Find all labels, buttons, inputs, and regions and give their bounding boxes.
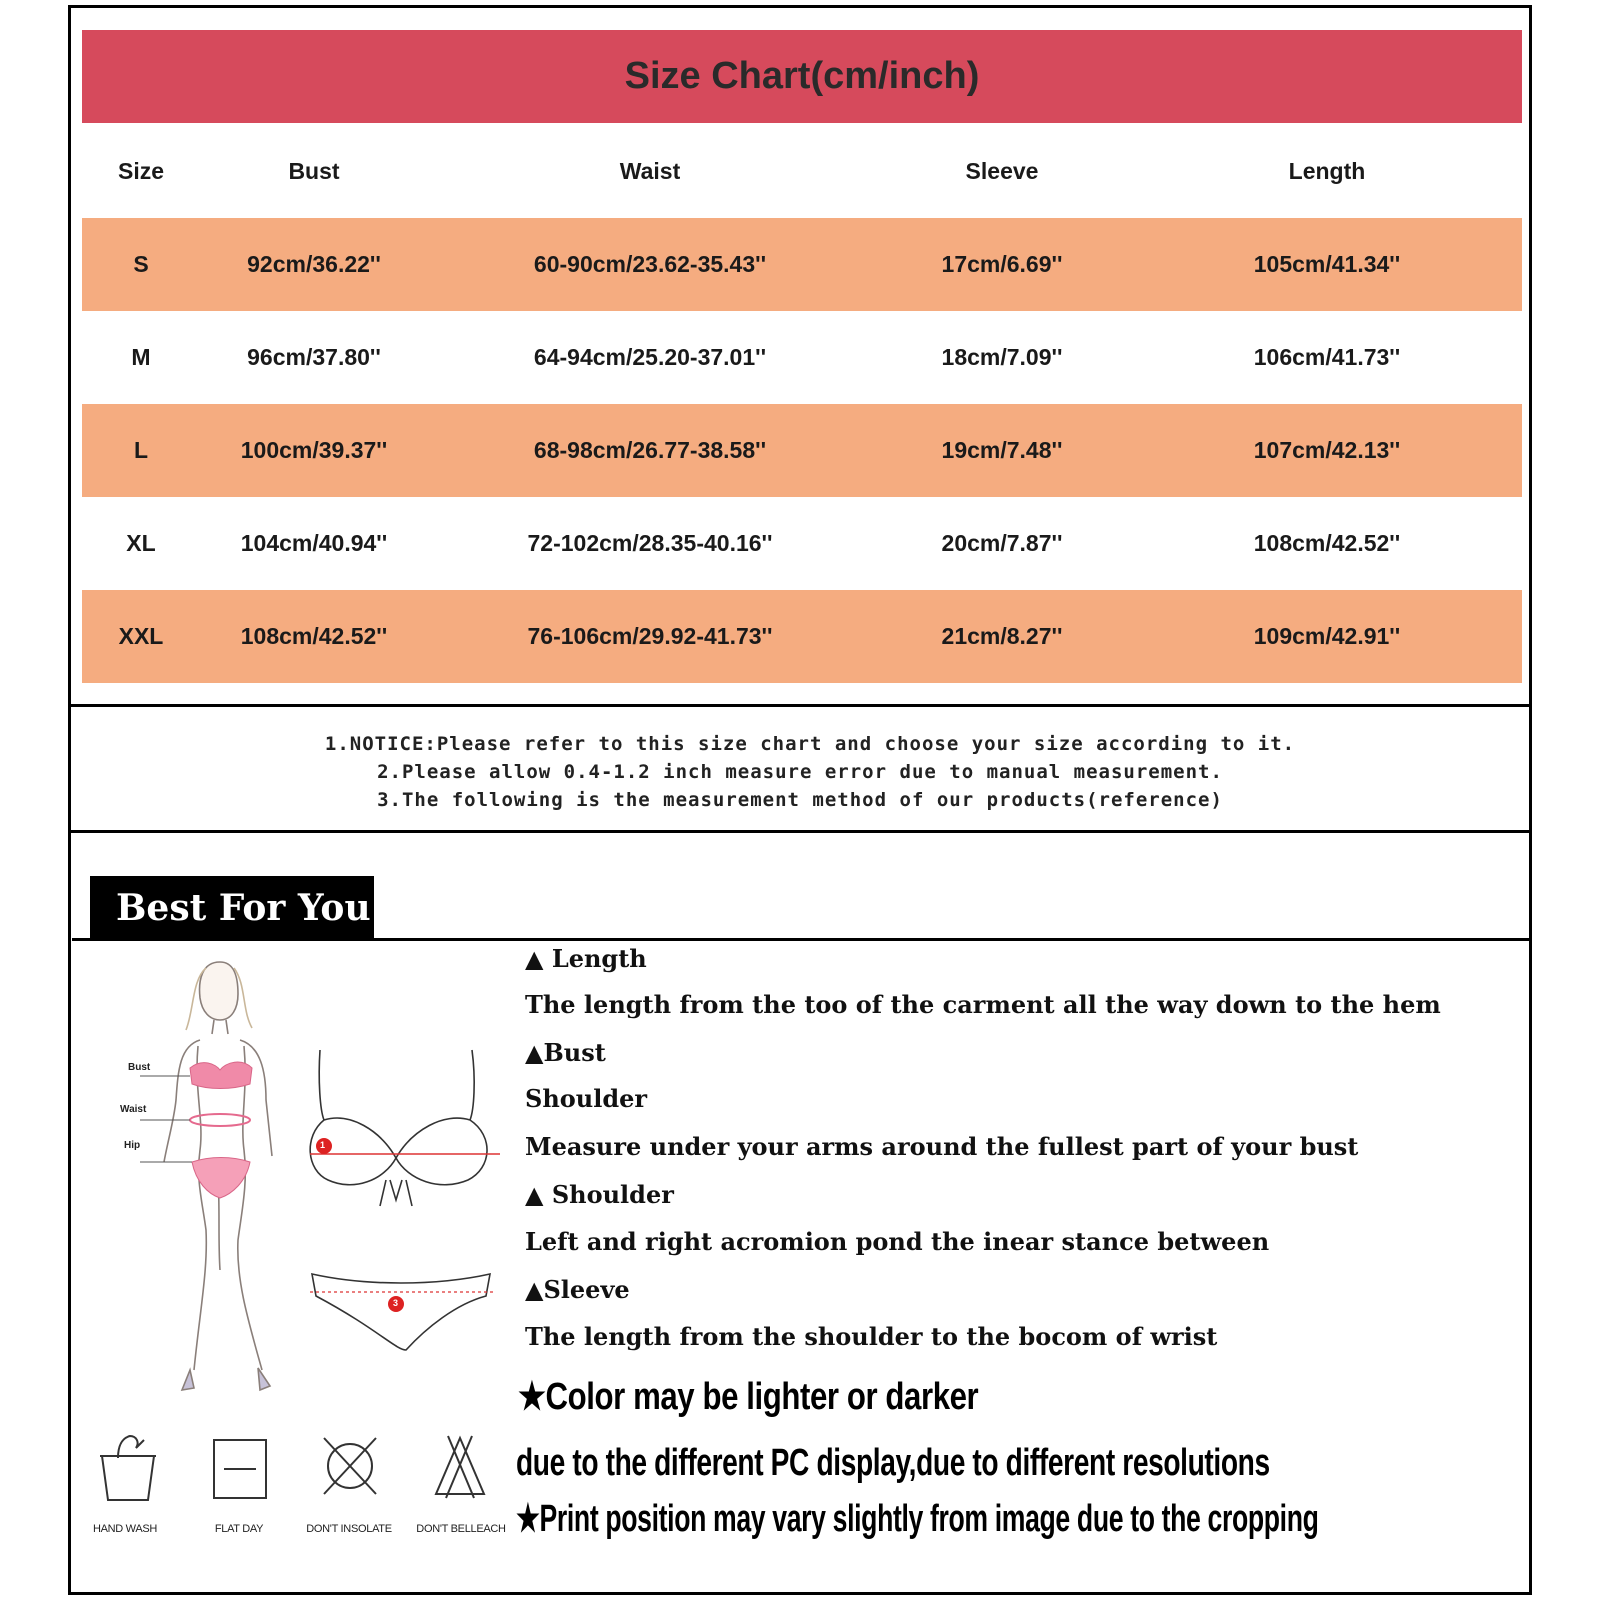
table-cell: 17cm/6.69'' <box>941 251 1063 277</box>
spec-length-text: The length from the too of the carment all the way down to the hem <box>525 990 1441 1019</box>
header-cell: Waist <box>619 158 681 184</box>
size-table <box>82 125 1522 683</box>
table-row <box>82 311 1522 404</box>
table-cell: 60-90cm/23.62-35.43'' <box>533 251 767 277</box>
table-cell: 92cm/36.22'' <box>247 251 381 277</box>
table-cell: 72-102cm/28.35-40.16'' <box>527 530 773 556</box>
table-cell: L <box>133 437 149 463</box>
table-row <box>82 590 1522 683</box>
hip-label: Hip <box>124 1140 141 1151</box>
best-for-you-tab <box>90 876 374 940</box>
note-display: due to the different PC display,due to different resolutions <box>516 1442 1270 1484</box>
table-cell: M <box>131 344 151 370</box>
spec-bust-heading: ▲Bust <box>525 1038 606 1067</box>
table-cell: 20cm/7.87'' <box>941 530 1063 556</box>
note-print: ★Print position may vary slightly from image due to the cropping <box>516 1498 1319 1540</box>
table-cell: XXL <box>118 623 164 649</box>
header-cell: Bust <box>288 158 340 184</box>
waist-label: Waist <box>120 1104 147 1115</box>
spec-sleeve-heading: ▲Sleeve <box>525 1275 630 1304</box>
marker-3: 3 <box>393 1298 399 1308</box>
spec-shoulder-heading: ▲ Shoulder <box>525 1180 674 1209</box>
header-cell: Size <box>117 158 165 184</box>
table-cell: 108cm/42.52'' <box>240 623 388 649</box>
table-cell: 100cm/39.37'' <box>240 437 388 463</box>
bust-label: Bust <box>128 1062 151 1073</box>
spec-length-heading: ▲ Length <box>525 944 647 973</box>
care-label-flat-dry: FLAT DAY <box>214 1523 264 1535</box>
title-bar <box>82 30 1522 123</box>
table-cell: 19cm/7.48'' <box>941 437 1063 463</box>
table-cell: 68-98cm/26.77-38.58'' <box>533 437 767 463</box>
spec-bust-text: Measure under your arms around the fullest part of your bust <box>525 1132 1359 1161</box>
table-cell: 107cm/42.13'' <box>1253 437 1401 463</box>
care-label-hand-wash: HAND WASH <box>92 1523 158 1535</box>
notice-block <box>68 730 1532 814</box>
header-cell: Length <box>1288 158 1366 184</box>
divider <box>68 704 1532 707</box>
header-cell: Sleeve <box>965 158 1039 184</box>
table-row <box>82 497 1522 590</box>
bra-diagram-icon <box>300 1040 510 1220</box>
table-cell: 106cm/41.73'' <box>1253 344 1401 370</box>
do-not-bleach-icon <box>430 1432 490 1502</box>
notice-line: 1.NOTICE:Please refer to this size chart and choose your size according to it. <box>324 733 1296 755</box>
table-cell: 96cm/37.80'' <box>247 344 381 370</box>
spec-bust-sub: Shoulder <box>525 1084 648 1113</box>
table-cell: 104cm/40.94'' <box>240 530 388 556</box>
table-cell: 109cm/42.91'' <box>1253 623 1401 649</box>
divider <box>68 830 1532 833</box>
table-cell: XL <box>126 530 156 556</box>
do-not-tumble-dry-icon <box>318 1432 382 1500</box>
spec-shoulder-text: Left and right acromion pond the inear stance between <box>525 1227 1270 1256</box>
section-rule <box>72 938 1530 941</box>
notice-line: 2.Please allow 0.4-1.2 inch measure error due to manual measurement. <box>377 761 1223 783</box>
care-label-insolate: DON'T INSOLATE <box>306 1523 392 1535</box>
table-header-row <box>82 125 1522 218</box>
table-cell: 76-106cm/29.92-41.73'' <box>527 623 773 649</box>
table-cell: 108cm/42.52'' <box>1253 530 1401 556</box>
table-cell: 18cm/7.09'' <box>941 344 1063 370</box>
table-cell: 105cm/41.34'' <box>1253 251 1401 277</box>
care-label-bleach: DON'T BELLEACH <box>416 1523 506 1535</box>
note-color: ★Color may be lighter or darker <box>518 1376 979 1418</box>
page-title: Size Chart(cm/inch) <box>624 55 980 97</box>
model-figure-icon <box>120 950 300 1410</box>
table-cell: 21cm/8.27'' <box>941 623 1063 649</box>
hand-wash-icon <box>96 1432 160 1504</box>
notice-line: 3.The following is the measurement method of our products(reference) <box>377 789 1223 811</box>
spec-sleeve-text: The length from the shoulder to the bocom of wrist <box>525 1322 1218 1351</box>
table-cell: S <box>133 251 149 277</box>
table-cell: 64-94cm/25.20-37.01'' <box>533 344 767 370</box>
table-row <box>82 404 1522 497</box>
marker-1: 1 <box>320 1140 326 1150</box>
table-row <box>82 218 1522 311</box>
flat-dry-icon <box>210 1436 270 1502</box>
brief-diagram-icon <box>306 1268 496 1358</box>
best-for-you-heading: Best For You <box>116 887 371 929</box>
